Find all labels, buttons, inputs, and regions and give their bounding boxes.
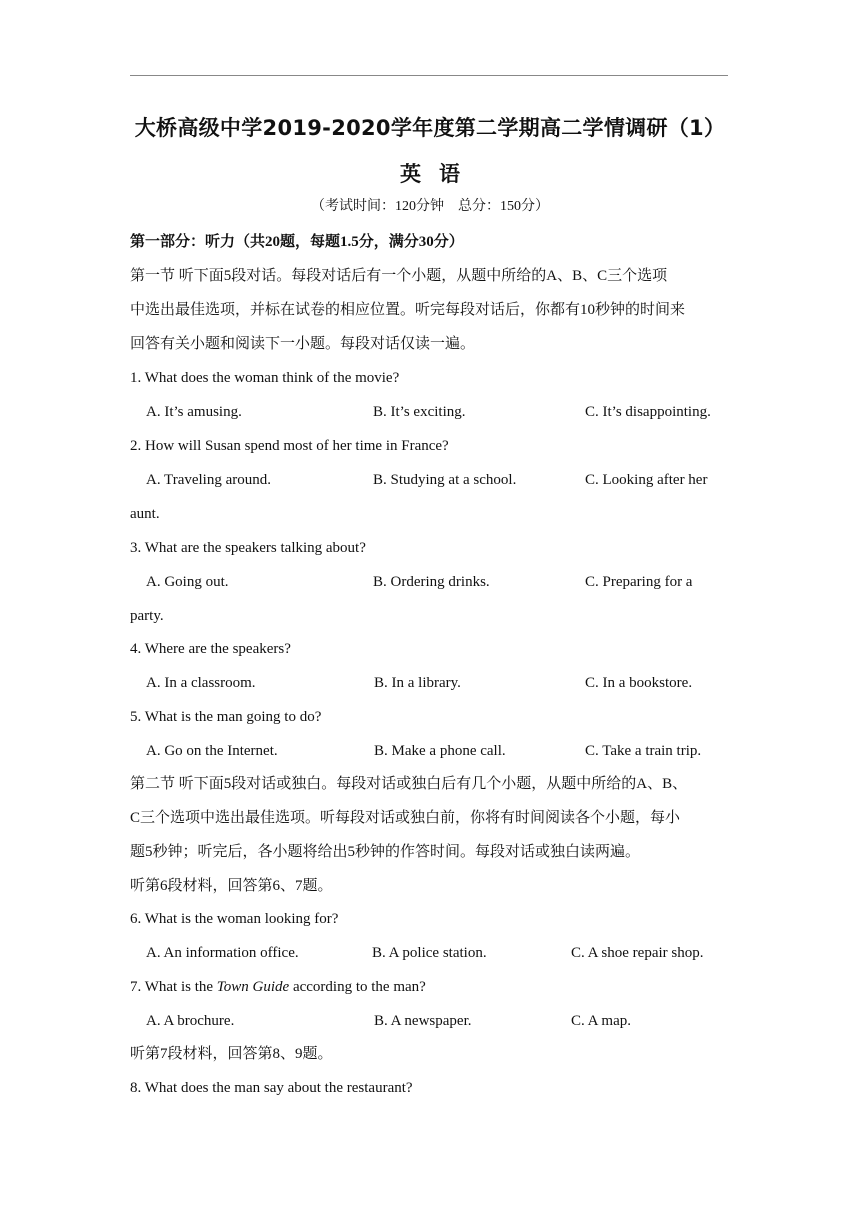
q1-option-a: A. It’s amusing.: [146, 404, 242, 420]
section1-instruction-line: 回答有关小题和阅读下一小题。每段对话仅读一遍。: [130, 336, 476, 352]
q5-option-a: A. Go on the Internet.: [146, 743, 278, 759]
q7-prefix: 7. What is the: [130, 979, 217, 995]
q1-option-c: C. It’s disappointing.: [585, 404, 711, 420]
q4-option-b: B. In a library.: [374, 675, 461, 691]
q1-option-b: B. It’s exciting.: [373, 404, 466, 420]
section1-instruction-line: 第一节 听下面5段对话。每段对话后有一个小题，从题中所给的A、B、C三个选项: [130, 268, 668, 284]
q3-option-b: B. Ordering drinks.: [373, 574, 490, 590]
exam-info: （考试时间：120分钟 总分：150分）: [311, 199, 549, 214]
q4-option-a: A. In a classroom.: [146, 675, 256, 691]
q2-option-b: B. Studying at a school.: [373, 472, 517, 488]
subject-title: 英语: [400, 162, 478, 186]
q3-option-a: A. Going out.: [146, 574, 229, 590]
question-5: 5. What is the man going to do?: [130, 709, 322, 725]
q7-option-c: C. A map.: [571, 1013, 632, 1029]
question-1: 1. What does the woman think of the movie?: [130, 370, 400, 386]
question-4: 4. Where are the speakers?: [130, 641, 291, 657]
q4-option-c: C. In a bookstore.: [585, 675, 693, 691]
q5-option-b: B. Make a phone call.: [374, 743, 506, 759]
section2-instruction-line: 第二节 听下面5段对话或独白。每段对话或独白后有几个小题，从题中所给的A、B、: [130, 776, 688, 792]
header-rule: [130, 75, 728, 76]
exam-title: 大桥高级中学2019-2020学年度第二学期高二学情调研（1）: [134, 116, 726, 140]
q7-suffix: according to the man?: [289, 979, 426, 995]
q3-option-c: C. Preparing for a: [585, 574, 693, 590]
question-2: 2. How will Susan spend most of her time in France?: [130, 438, 449, 454]
q5-option-c: C. Take a train trip.: [585, 743, 702, 759]
q7-option-a: A. A brochure.: [146, 1013, 235, 1029]
material-6-heading: 听第6段材料，回答第6、7题。: [130, 878, 333, 894]
question-3: 3. What are the speakers talking about?: [130, 540, 366, 556]
q6-option-c: C. A shoe repair shop.: [571, 945, 704, 961]
question-6: 6. What is the woman looking for?: [130, 911, 339, 927]
q2-option-a: A. Traveling around.: [146, 472, 271, 488]
q6-option-b: B. A police station.: [372, 945, 487, 961]
q6-option-a: A. An information office.: [146, 945, 299, 961]
part1-heading: 第一部分：听力（共20题，每题1.5分，满分30分）: [130, 234, 464, 250]
question-7: [130, 977, 426, 997]
q2-option-c: C. Looking after her: [585, 472, 708, 488]
section2-instruction-line: C三个选项中选出最佳选项。听每段对话或独白前，你将有时间阅读各个小题，每小: [130, 810, 681, 826]
q7-option-b: B. A newspaper.: [374, 1013, 472, 1029]
material-7-heading: 听第7段材料，回答第8、9题。: [130, 1046, 333, 1062]
q3-option-c-wrap: party.: [130, 608, 164, 624]
q7-italic-title: Town Guide: [216, 979, 290, 995]
q2-option-c-wrap: aunt.: [130, 506, 160, 522]
question-8: 8. What does the man say about the restaurant?: [130, 1080, 413, 1096]
section1-instruction-line: 中选出最佳选项，并标在试卷的相应位置。听完每段对话后，你都有10秒钟的时间来: [130, 302, 686, 318]
section2-instruction-line: 题5秒钟；听完后，各小题将给出5秒钟的作答时间。每段对话或独白读两遍。: [130, 844, 641, 860]
